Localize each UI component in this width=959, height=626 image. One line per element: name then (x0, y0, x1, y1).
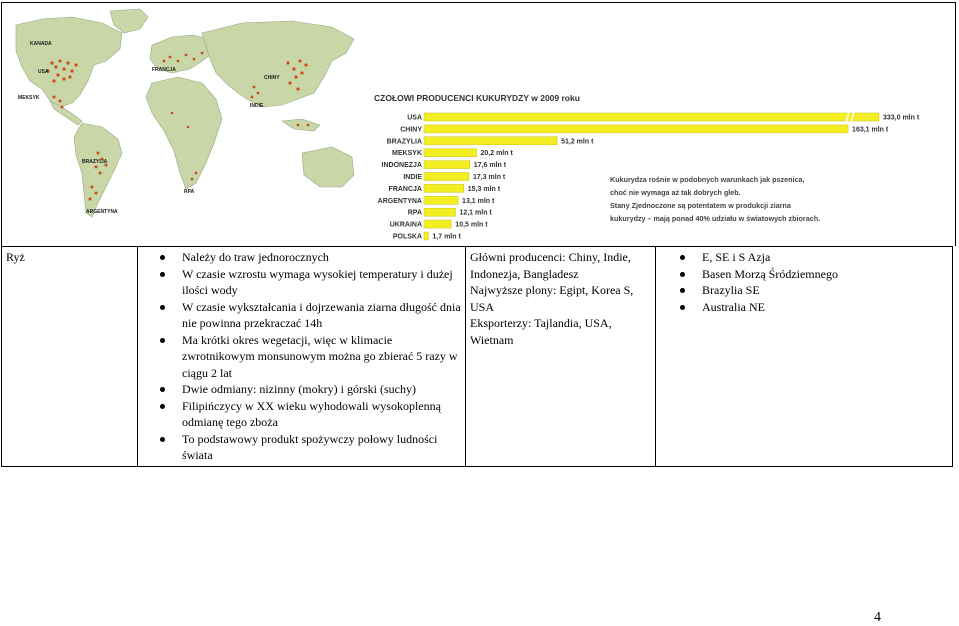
producers-line: Główni producenci: Chiny, Indie, Indonezja, Bangladesz (470, 250, 631, 281)
corn-producers-figure (1, 2, 956, 246)
map-australia (302, 147, 354, 187)
bar (424, 149, 477, 157)
map-indonesia (282, 119, 320, 131)
map-label-meksyk: MEKSYK (18, 95, 40, 101)
bar (424, 232, 428, 240)
chart-title: CZOŁOWI PRODUCENCI KUKURYDZY w 2009 roku (374, 93, 580, 103)
bar (424, 161, 470, 169)
chart-note (610, 173, 870, 225)
bar-category-label: ARGENTYNA (377, 197, 422, 205)
regions-cell (656, 247, 953, 467)
map-label-argentyna: ARGENTYNA (86, 209, 118, 215)
bar-value-label: 12,1 mln t (459, 209, 492, 217)
map-asia (202, 21, 354, 107)
bar-value-label: 51,2 mln t (561, 138, 594, 146)
list-item: Basen Morzą Śródziemnego (702, 266, 948, 283)
map-greenland (110, 9, 148, 33)
crop-table (1, 246, 953, 467)
note-line: kukurydzy – mają ponad 40% udziału w światowych zbiorach. (610, 214, 821, 223)
list-item: W czasie wzrostu wymaga wysokiej temperatury i dużej ilości wody (182, 266, 461, 299)
bar-value-label: 17,3 mln t (472, 174, 506, 181)
bar-value-label: 17,6 mln t (473, 162, 507, 170)
map-label-rpa: RPA (184, 189, 195, 195)
producers-cell (466, 247, 656, 467)
map-label-chiny: CHINY (264, 75, 280, 81)
bar-value-label: 1,7 mln t (432, 233, 461, 241)
list-item: Dwie odmiany: nizinny (mokry) i górski (suchy) (182, 381, 461, 398)
bar-category-label: POLSKA (392, 233, 422, 241)
bar-value-label: 163,1 mln t (852, 126, 889, 134)
bar-category-label: INDIE (403, 174, 422, 181)
list-item: Brazylia SE (702, 282, 948, 299)
list-item: Należy do traw jednorocznych (182, 249, 461, 266)
map-label-usa: USA (38, 69, 49, 75)
bar (424, 184, 464, 192)
list-item: E, SE i S Azja (702, 249, 948, 266)
map-label-indie: INDIE (250, 103, 264, 109)
note-line: Stany Zjednoczone są potentatem w produkcji ziarna (610, 201, 791, 210)
map-africa (146, 77, 222, 189)
features-list (142, 249, 461, 464)
bar-value-label: 10,5 mln t (455, 221, 488, 229)
list-item: Australia NE (702, 299, 948, 316)
bar-value-label: 20,2 mln t (480, 150, 513, 158)
producers-line: Eksporterzy: Tajlandia, USA, Wietnam (470, 316, 612, 347)
regions-list (660, 249, 948, 315)
bar (424, 125, 848, 133)
table-row (2, 247, 953, 467)
bar-category-label: USA (407, 114, 422, 122)
features-cell (138, 247, 466, 467)
bar-category-label: CHINY (400, 126, 422, 134)
list-item: Ma krótki okres wegetacji, więc w klimacie zwrotnikowym monsunowym można go zbierać 5 razy w ciągu 2 lat (182, 332, 461, 382)
map-label-brazylia: BRAZYLIA (82, 159, 108, 165)
bar-category-label: BRAZYLIA (386, 138, 422, 146)
bar-value-label: 333,0 mln t (883, 114, 920, 122)
bar (424, 137, 557, 145)
bar-category-label: UKRAINA (389, 221, 422, 229)
note-line: choć nie wymaga aż tak dobrych gleb. (610, 188, 741, 197)
bar-category-label: INDONEZJA (381, 162, 422, 170)
bar-value-label: 15,3 mln t (467, 185, 501, 193)
world-map (2, 3, 370, 246)
bar-category-label: MEKSYK (392, 150, 422, 158)
crop-name: Ryż (6, 250, 25, 264)
crop-name-cell (2, 247, 138, 467)
bar (424, 208, 455, 216)
bar-category-label: FRANCJA (388, 185, 422, 193)
producers-line: Najwyższe plony: Egipt, Korea S, USA (470, 283, 634, 314)
note-line: Kukurydza rośnie w podobnych warunkach jak pszenica, (610, 175, 805, 184)
page-number: 4 (874, 610, 881, 625)
bar-value-label: 13,1 mln t (462, 197, 495, 205)
list-item: Filipińczycy w XX wieku wyhodowali wysokoplenną odmianę tego zboża (182, 398, 461, 431)
map-south-america (74, 123, 122, 217)
bar (424, 113, 879, 121)
bar (424, 196, 458, 204)
bar (424, 220, 451, 228)
map-label-francja: FRANCJA (152, 67, 176, 73)
list-item: W czasie wykształcania i dojrzewania ziarna długość dnia nie powinna przekraczać 14h (182, 299, 461, 330)
bar-category-label: RPA (407, 209, 422, 217)
bar (424, 173, 469, 181)
list-item: To podstawowy produkt spożywczy połowy ludności świata (182, 431, 461, 464)
map-label-kanada: KANADA (30, 41, 52, 47)
